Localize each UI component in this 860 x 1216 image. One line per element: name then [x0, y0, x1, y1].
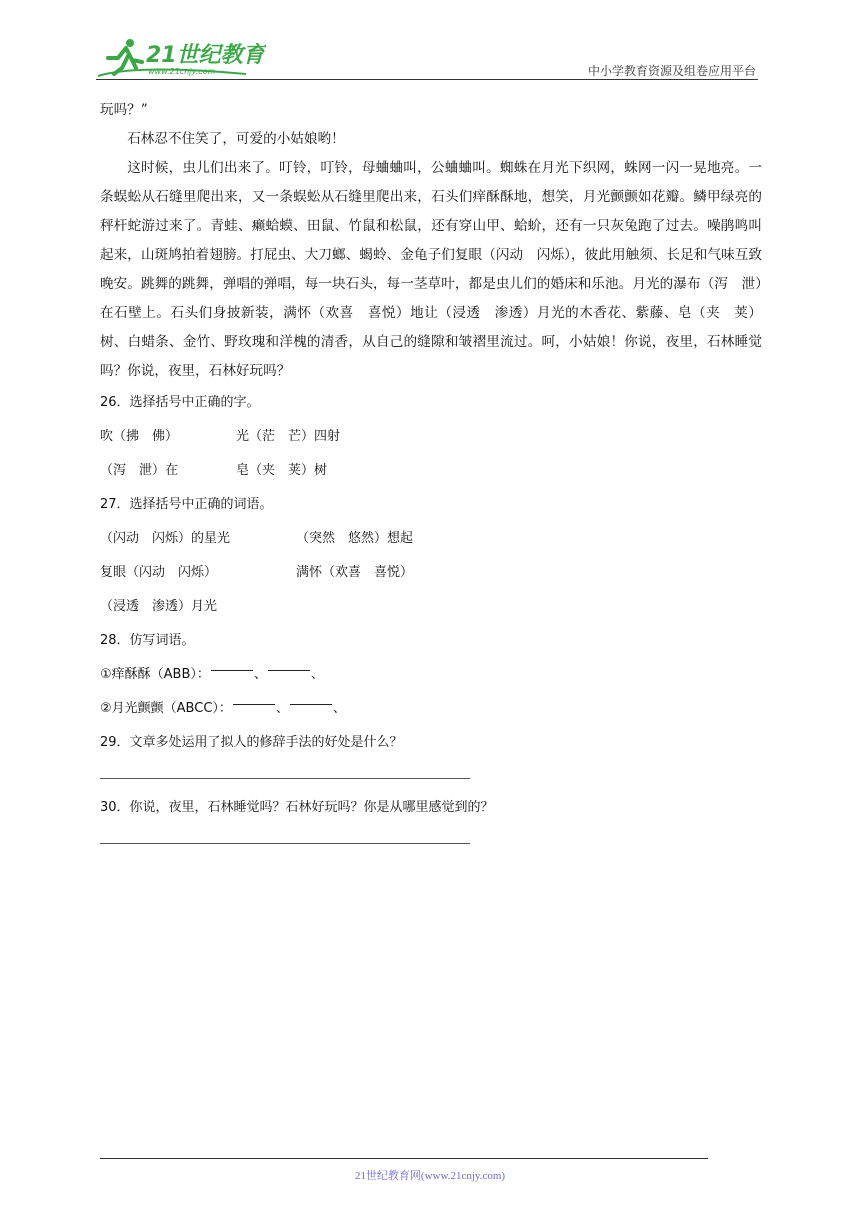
question-26-row [100, 454, 762, 488]
header-divider [96, 79, 758, 80]
question-30-title: 30．你说，夜里，石林睡觉吗？石林好玩吗？你是从哪里感觉到的？ [100, 800, 494, 815]
question-27-item: （浸透 渗透）月光 [100, 599, 218, 614]
site-logo[interactable] [96, 34, 266, 80]
question-27-title: 27．选择括号中正确的词语。 [100, 497, 273, 512]
question-27-item: 复眼（闪动 闪烁） [100, 565, 218, 580]
passage-line-continuation: 玩吗？” [100, 102, 148, 118]
answer-blank[interactable] [233, 692, 275, 705]
running-figure-logo-icon [96, 34, 266, 80]
separator: 、 [275, 701, 289, 716]
question-29-answer-line[interactable] [100, 778, 470, 779]
question-26-title: 26．选择括号中正确的字。 [100, 395, 260, 410]
footer-divider [100, 1158, 708, 1159]
header-platform-text: 中小学教育资源及组卷应用平台 [587, 64, 756, 78]
svg-text:www.21cnjy.com: www.21cnjy.com [148, 67, 216, 76]
passage-paragraph: 这时候，虫儿们出来了。叮铃，叮铃，母蛐蛐叫，公蛐蛐叫。蜘蛛在月光下织网，蛛网一闪一晃地亮。一条蜈蚣从石缝里爬出来，又一条蜈蚣从石缝里爬出来，石头们痒酥酥地，想笑，月光颤颤如花瓣。鳞甲绿亮的秤杆蛇游过来了。青蛙、癞蛤蟆、田鼠、竹鼠和松鼠，还有穿山甲、蛤蚧，还有一只灰兔跑了过去。噪鹃鸣叫起来，山斑鸠拍着翅膀。打屁虫、大刀螂、蝎蛉、金龟子们复眼（闪动 闪烁），彼此用触须、长足和气味互致晚安。跳舞的跳舞，弹唱的弹唱，每一块石头，每一茎草叶，都是虫儿们的婚床和乐池。月光的瀑布（泻 泄）在石壁上。石头们身披新装，满怀（欢喜 喜悦）地让（浸透 渗透）月光的木香花、紫藤、皂（夹 荚）树、白蜡条、金竹、野玫瑰和洋槐的清香，从自己的缝隙和皱褶里流过。呵，小姑娘！你说，夜里，石林睡觉吗？你说，夜里，石林好玩吗？ [100, 160, 762, 379]
answer-blank[interactable] [268, 658, 310, 671]
question-26-item: 皂（夹 荚）树 [236, 463, 328, 478]
answer-blank[interactable] [290, 692, 332, 705]
question-26-item: 吹（拂 佛） [100, 429, 179, 444]
question-27-row [100, 522, 762, 556]
question-26-row [100, 420, 762, 454]
separator: 、 [310, 667, 324, 682]
question-28-item-1-label: ①痒酥酥（ABB）： [100, 667, 210, 682]
question-29-title: 29．文章多处运用了拟人的修辞手法的好处是什么？ [100, 735, 403, 750]
page-header [96, 34, 758, 80]
separator: 、 [253, 667, 267, 682]
separator: 、 [332, 701, 346, 716]
document-body [100, 96, 762, 856]
question-28-row-2 [100, 692, 762, 726]
question-28-row-1 [100, 658, 762, 692]
question-27-row [100, 556, 762, 590]
question-27-row [100, 590, 762, 624]
question-26-item: 光（茫 芒）四射 [236, 429, 341, 444]
question-28-title: 28．仿写词语。 [100, 633, 195, 648]
question-30-answer-line[interactable] [100, 843, 470, 844]
question-27-item: 满怀（欢喜 喜悦） [296, 565, 414, 580]
footer-site-link[interactable]: 21世纪教育网(www.21cnjy.com) [354, 1170, 506, 1182]
question-27-item: （突然 悠然）想起 [296, 531, 414, 546]
svg-text:21世纪教育: 21世纪教育 [146, 43, 265, 68]
question-27-item: （闪动 闪烁）的星光 [100, 531, 231, 546]
question-28-item-2-label: ②月光颤颤（ABCC）： [100, 701, 232, 716]
question-26-item: （泻 泄）在 [100, 463, 179, 478]
passage-paragraph: 石林忍不住笑了，可爱的小姑娘哟！ [127, 131, 345, 147]
answer-blank[interactable] [211, 658, 253, 671]
